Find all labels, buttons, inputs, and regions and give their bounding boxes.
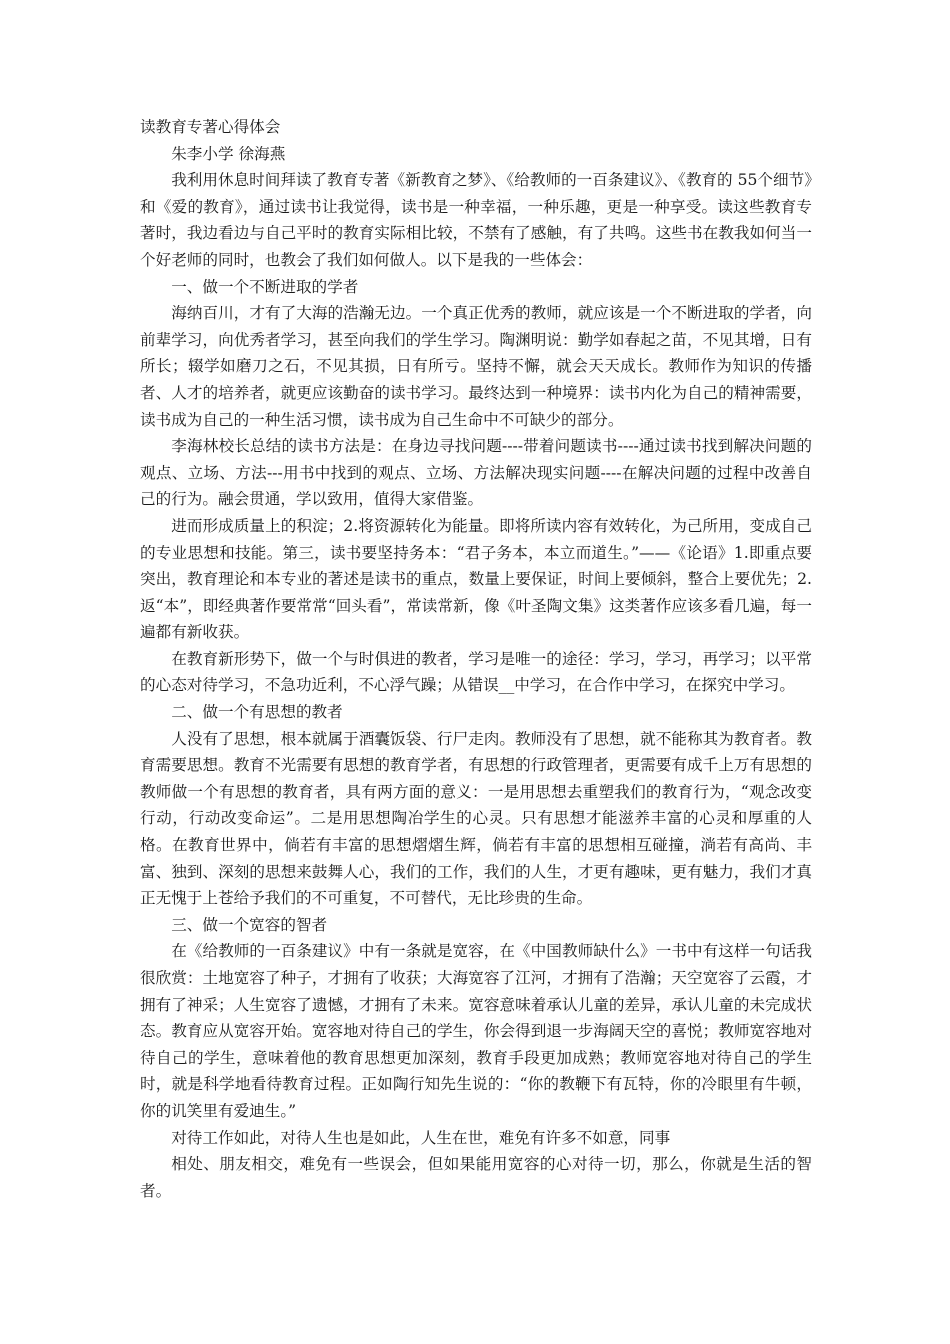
paragraph: 相处、朋友相交，难免有一些误会，但如果能用宽容的心对待一切，那么，你就是生活的智者。 xyxy=(140,1155,812,1200)
paragraph: 对待工作如此，对待人生也是如此，人生在世，难免有许多不如意，同事 xyxy=(171,1128,671,1147)
paragraph-intro: 我利用休息时间拜读了教育专著《新教育之梦》、《给教师的一百条建议》、《教育的 55个细节》和《爱的教育》，通过读书让我觉得，读书是一种幸福，一种乐趣，更是一种享受。读这些教育专著时，我边看边与自己平时的教育实际相比较，不禁有了感触，有了共鸣。这些书在教我如何当一个好老师的同时，也教会了我们如何做人。以下是我的一些体会： xyxy=(140,171,812,269)
paragraph: 在《给教师的一百条建议》中有一条就是宽容，在《中国教师缺什么》一书中有这样一句话我很欣赏：土地宽容了种子，才拥有了收获；大海宽容了江河，才拥有了浩瀚；天空宽容了云霞，才拥有了神采；人生宽容了遗憾，才拥有了未来。宽容意味着承认儿童的差异，承认儿童的未完成状态。教育应从宽容开始。宽容地对待自己的学生，你会得到退一步海阔天空的喜悦；教师宽容地对待自己的学生，意味着他的教育思想更加深刻，教育手段更加成熟；教师宽容地对待自己的学生时，就是科学地看待教育过程。正如陶行知先生说的：“你的教鞭下有瓦特，你的冷眼里有牛顿，你的讥笑里有爱迪生。” xyxy=(140,942,812,1120)
paragraph: 人没有了思想，根本就属于酒囊饭袋、行尸走肉。教师没有了思想，就不能称其为教育者。教育需要思想。教育不光需要有思想的教育学者，有思想的行政管理者，更需要有成千上万有思想的教师做一个有思想的教育者，具有两方面的意义：一是用思想去重塑我们的教育行为，“观念改变行动，行动改变命运”。二是用思想陶冶学生的心灵。只有思想才能滋养丰富的心灵和厚重的人格。在教育世界中，倘若有丰富的思想熠熠生辉，倘若有丰富的思想相互碰撞，淌若有高尚、丰富、独到、深刻的思想来鼓舞人心，我们的工作，我们的人生，才更有趣味，更有魅力，我们才真正无愧于上苍给予我们的不可重复，不可替代，无比珍贵的生命。 xyxy=(140,729,812,908)
document-title: 读教育专著心得体会 xyxy=(140,118,281,136)
author-line: 朱李小学 徐海燕 xyxy=(171,144,286,163)
paragraph: 进而形成质量上的积淀；2.将资源转化为能量。即将所读内容有效转化，为己所用，变成自己的专业思想和技能。第三，读书要坚持务本：“君子务本，本立而道生。”——《论语》1.即重点要突出，教育理论和本专业的著述是读书的重点，数量上要保证，时间上要倾斜，整合上要优先；2.返“本”，即经典著作要常常“回头看”，常读常新，像《叶圣陶文集》这类著作应该多看几遍，每一遍都有新收获。 xyxy=(140,516,812,642)
section-heading-1: 一、做一个不断进取的学者 xyxy=(171,277,359,296)
paragraph: 海纳百川，才有了大海的浩瀚无边。一个真正优秀的教师，就应该是一个不断进取的学者，向前辈学习，向优秀者学习，甚至向我们的学生学习。陶渊明说：勤学如春起之苗，不见其增，日有所长；辍学如磨刀之石，不见其损，日有所亏。坚持不懈，就会天天成长。教师作为知识的传播者、人才的培养者，就更应该勤奋的读书学习。最终达到一种境界：读书内化为自己的精神需要，读书成为自己的一种生活习惯，读书成为自己生命中不可缺少的部分。 xyxy=(140,304,812,429)
section-heading-2: 二、做一个有思想的教者 xyxy=(171,703,343,722)
paragraph: 在教育新形势下，做一个与时俱进的教者，学习是唯一的途径：学习，学习，再学习；以平常的心态对待学习，不急功近利，不心浮气躁；从错误__中学习，在合作中学习，在探究中学习。 xyxy=(140,649,812,695)
section-heading-3: 三、做一个宽容的智者 xyxy=(171,915,328,934)
paragraph: 李海林校长总结的读书方法是：在身边寻找问题----带着问题读书----通过读书找到解决问题的观点、立场、方法---用书中找到的观点、立场、方法解决现实问题----在解决问题的过程中改善自己的行为。融会贯通，学以致用，值得大家借鉴。 xyxy=(140,437,812,509)
document-body xyxy=(140,114,812,1204)
